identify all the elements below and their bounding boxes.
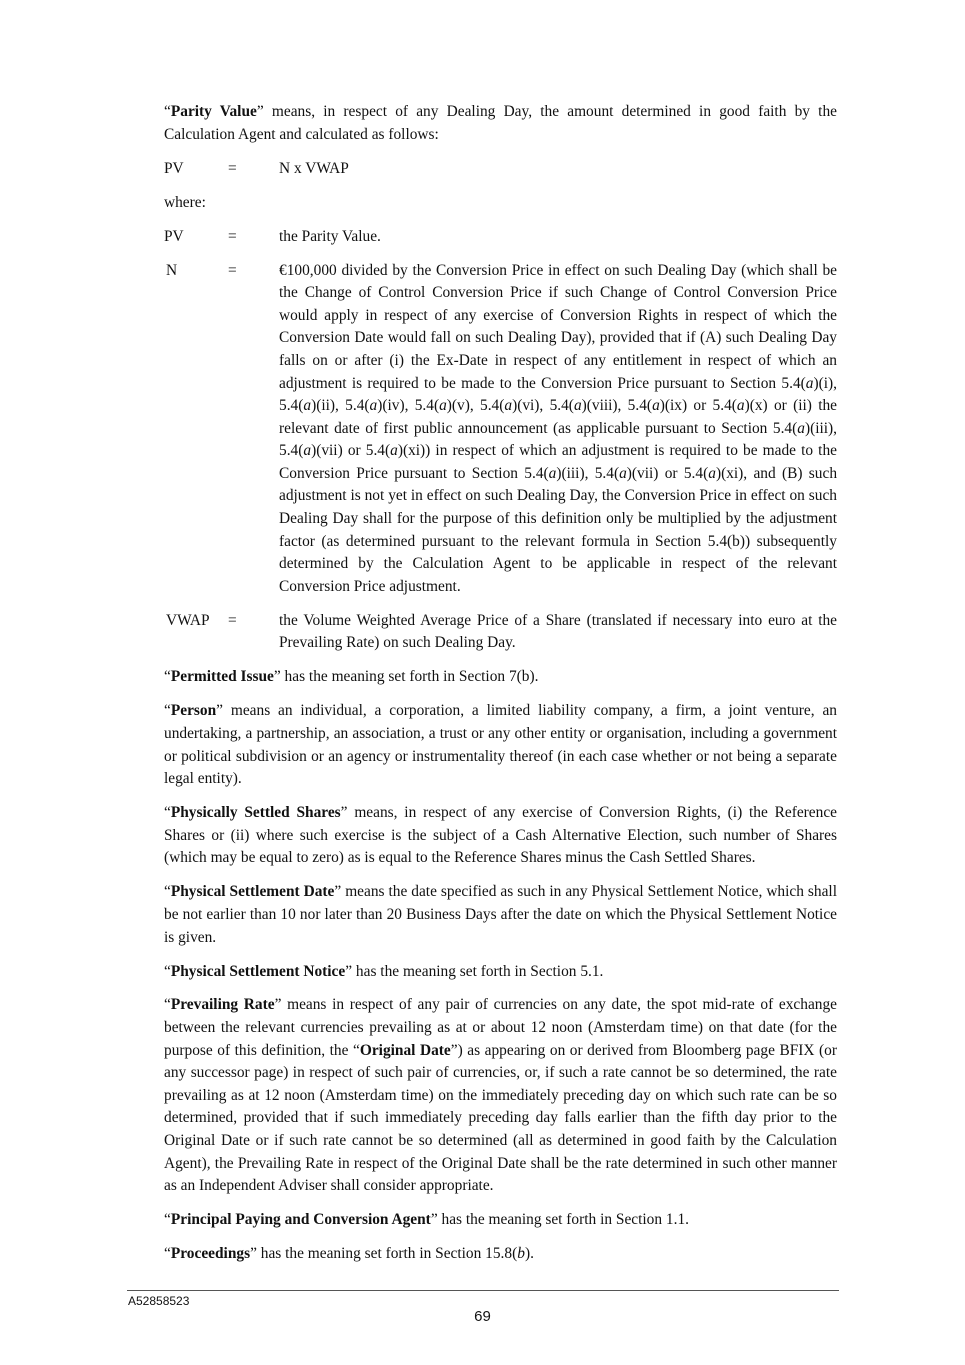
definition-text: means in respect of any pair of currencies on any date, the spot mid-rate of exchange between the relevant currencies prevailing as at or about 12 noon (Amsterdam time) on that date (for the purpose of this definition, the (164, 996, 837, 1059)
definition-parity-value (164, 101, 837, 146)
definition-permitted-issue: “Permitted Issue” has the meaning set forth in Section 7(b). (164, 668, 539, 686)
variable-equals: = (228, 611, 237, 629)
term-physically-settled-shares: Physically Settled Shares (170, 804, 341, 822)
open-quote: “ (164, 103, 171, 120)
term-prevailing-rate: Prevailing Rate (170, 996, 275, 1014)
term-physical-settlement-notice: Physical Settlement Notice (170, 962, 346, 980)
formula-symbol: PV (164, 159, 184, 177)
italic-b: b (517, 1245, 525, 1263)
definition-proceedings: “Proceedings” has the meaning set forth in Section 15.8(b). (164, 1245, 534, 1263)
formula-row (164, 158, 837, 181)
variable-definition: the Parity Value. (279, 227, 381, 245)
definition-physical-settlement-notice: “Physical Settlement Notice” has the meaning set forth in Section 5.1. (164, 962, 604, 980)
variable-symbol: VWAP (166, 611, 210, 629)
definition-prevailing-rate: “Prevailing Rate” means in respect of any pair of currencies on any date, the spot mid-rate of exchange between the relevant currencies prevailing as at or about 12 noon (Amsterdam time) on that date (for the purpose of this definition, the “Original Date”) as appearing on or derived from Bloomberg page BFIX (or any successor page) in respect of such pair of currencies, or, if such a rate cannot be so determined, the rate prevailing as at 12 noon (Amsterdam time) on the immediately preceding day on which such rate can be so determined, provided that if such immediately preceding day falls earlier than the fifth day prior to the Original Date or if such rate cannot be so determined (all as determined in good faith by the Calculation Agent), the Prevailing Rate in respect of the Original Date shall be the rate determined in such other manner as an Independent Adviser shall consider appropriate. (164, 996, 838, 1195)
term-principal-paying-agent: Principal Paying and Conversion Agent (170, 1211, 431, 1229)
definition-text: has the meaning set forth in Section 15.8( (256, 1245, 518, 1263)
variable-row-n (164, 260, 837, 599)
variable-equals: = (228, 261, 237, 279)
variable-row-vwap (164, 610, 837, 655)
variable-definition: the Volume Weighted Average Price of a Share (translated if necessary into euro at the Prevailing Rate) on such Dealing Day. (279, 611, 837, 652)
formula-equals: = (228, 159, 237, 177)
definition-physically-settled-shares: “Physically Settled Shares” means, in respect of any exercise of Conversion Rights, (i) the Reference Shares or (ii) where such exercise is the subject of a Cash Alternative Election, such number of Shares (which may be equal to zero) as is equal to the Reference Shares minus the Cash Settled Shares. (164, 804, 837, 867)
definition-text: has the meaning set forth in Section 1.1. (437, 1211, 689, 1229)
term-parity-value: Parity Value (170, 103, 257, 120)
definition-person: “Person” means an individual, a corporation, a limited liability company, a firm, a joint venture, an undertaking, a partnership, an association, a trust or any other entity or organisation, including a government or political subdivision or an agency or instrumentality thereof (in each case whether or not being a separate legal entity). (164, 702, 837, 788)
term-permitted-issue: Permitted Issue (170, 668, 274, 686)
definition-text: means, in respect of any exercise of Conversion Rights, (i) the Reference Shares or (ii) where such exercise is the subject of a Cash Alternative Election, such number of Shares (which may be equal to zero) as is equal to the Reference Shares minus the Cash Settled Shares. (164, 804, 837, 867)
variable-symbol: N (166, 261, 178, 279)
page-number: 69 (474, 1308, 491, 1325)
variable-row-pv (164, 226, 837, 249)
definition-text: means the date specified as such in any Physical Settlement Notice, which shall be not earlier than 10 nor later than 20 Business Days after the date on which the Physical Settlement Notice is given. (164, 883, 837, 946)
variable-equals: = (228, 227, 237, 245)
document-code: A52858523 (128, 1294, 190, 1308)
close-quote: ” (256, 103, 264, 120)
variable-definition: €100,000 divided by the Conversion Price in effect on such Dealing Day (which shall be the Change of Control Conversion Price if such Change of Control Conversion Price would apply in respect of any exercise of Conversion Rights in respect of which the Conversion Date would fall on such Dealing Day), provided that if (A) such Dealing Day falls on or after (i) the Ex-Date in respect of any entitlement in respect of which an adjustment is required to be made to the Conversion Price pursuant to Section 5.4(a)(i), 5.4(a)(ii), 5.4(a)(iv), 5.4(a)(v), 5.4(a)(vi), 5.4(a)(viii), 5.4(a)(ix) or 5.4(a)(x) or (ii) the relevant date of first public announcement (as applicable pursuant to Section 5.4(a)(iii), 5.4(a)(vii) or 5.4(a)(xi)) in respect of which an adjustment is required to be made to the Conversion Price pursuant to Section 5.4(a)(iii), 5.4(a)(vii) or 5.4(a)(xi), and (B) such adjustment is not yet in effect on such Dealing Day, the Conversion Price in effect on such Dealing Day shall for the purpose of this definition only be multiplied by the adjustment factor (as determined pursuant to the relevant formula in Section 5.4(b)) subsequently determined by the Calculation Agent to be applicable in respect of the relevant Conversion Price adjustment. (279, 261, 838, 595)
definition-physical-settlement-date: “Physical Settlement Date” means the date specified as such in any Physical Settlement Notice, which shall be not earlier than 10 nor later than 20 Business Days after the date on which the Physical Settlement Notice is given. (164, 883, 837, 946)
document-body (164, 101, 837, 1277)
definition-text: has the meaning set forth in Section 7(b). (280, 668, 539, 686)
definition-principal-paying-agent: “Principal Paying and Conversion Agent” has the meaning set forth in Section 1.1. (164, 1211, 689, 1229)
variable-symbol: PV (164, 227, 184, 245)
where-label: where: (164, 193, 206, 211)
term-person: Person (170, 702, 217, 720)
term-original-date: Original Date (359, 1041, 451, 1059)
definition-text: means, in respect of any Dealing Day, the amount determined in good faith by the Calculation Agent and calculated as follows: (164, 103, 837, 143)
term-proceedings: Proceedings (170, 1245, 251, 1263)
footer-divider (127, 1290, 839, 1291)
term-physical-settlement-date: Physical Settlement Date (170, 883, 335, 901)
definition-text: ) as appearing on or derived from Bloomberg page BFIX (or any successor page) in respect of such pair of currencies, or, if such a rate cannot be so determined, the rate prevailing as at 12 noon (Amsterdam time) on the immediately preceding day on which such rate can be so determined, provided that if such immediately preceding day falls earlier than the fifth day prior to the Original Date or if such rate cannot be so determined (all as determined in good faith by the Calculation Agent), the Prevailing Rate in respect of the Original Date shall be the rate determined in such other manner as an Independent Adviser shall consider appropriate. (164, 1041, 838, 1195)
formula-expression: N x VWAP (279, 159, 349, 177)
definition-text: has the meaning set forth in Section 5.1. (352, 962, 604, 980)
definition-text: means an individual, a corporation, a limited liability company, a firm, a joint venture, an undertaking, a partnership, an association, a trust or any other entity or organisation, including a government or political subdivision or an agency or instrumentality thereof (in each case whether or not being a separate legal entity). (164, 702, 837, 788)
